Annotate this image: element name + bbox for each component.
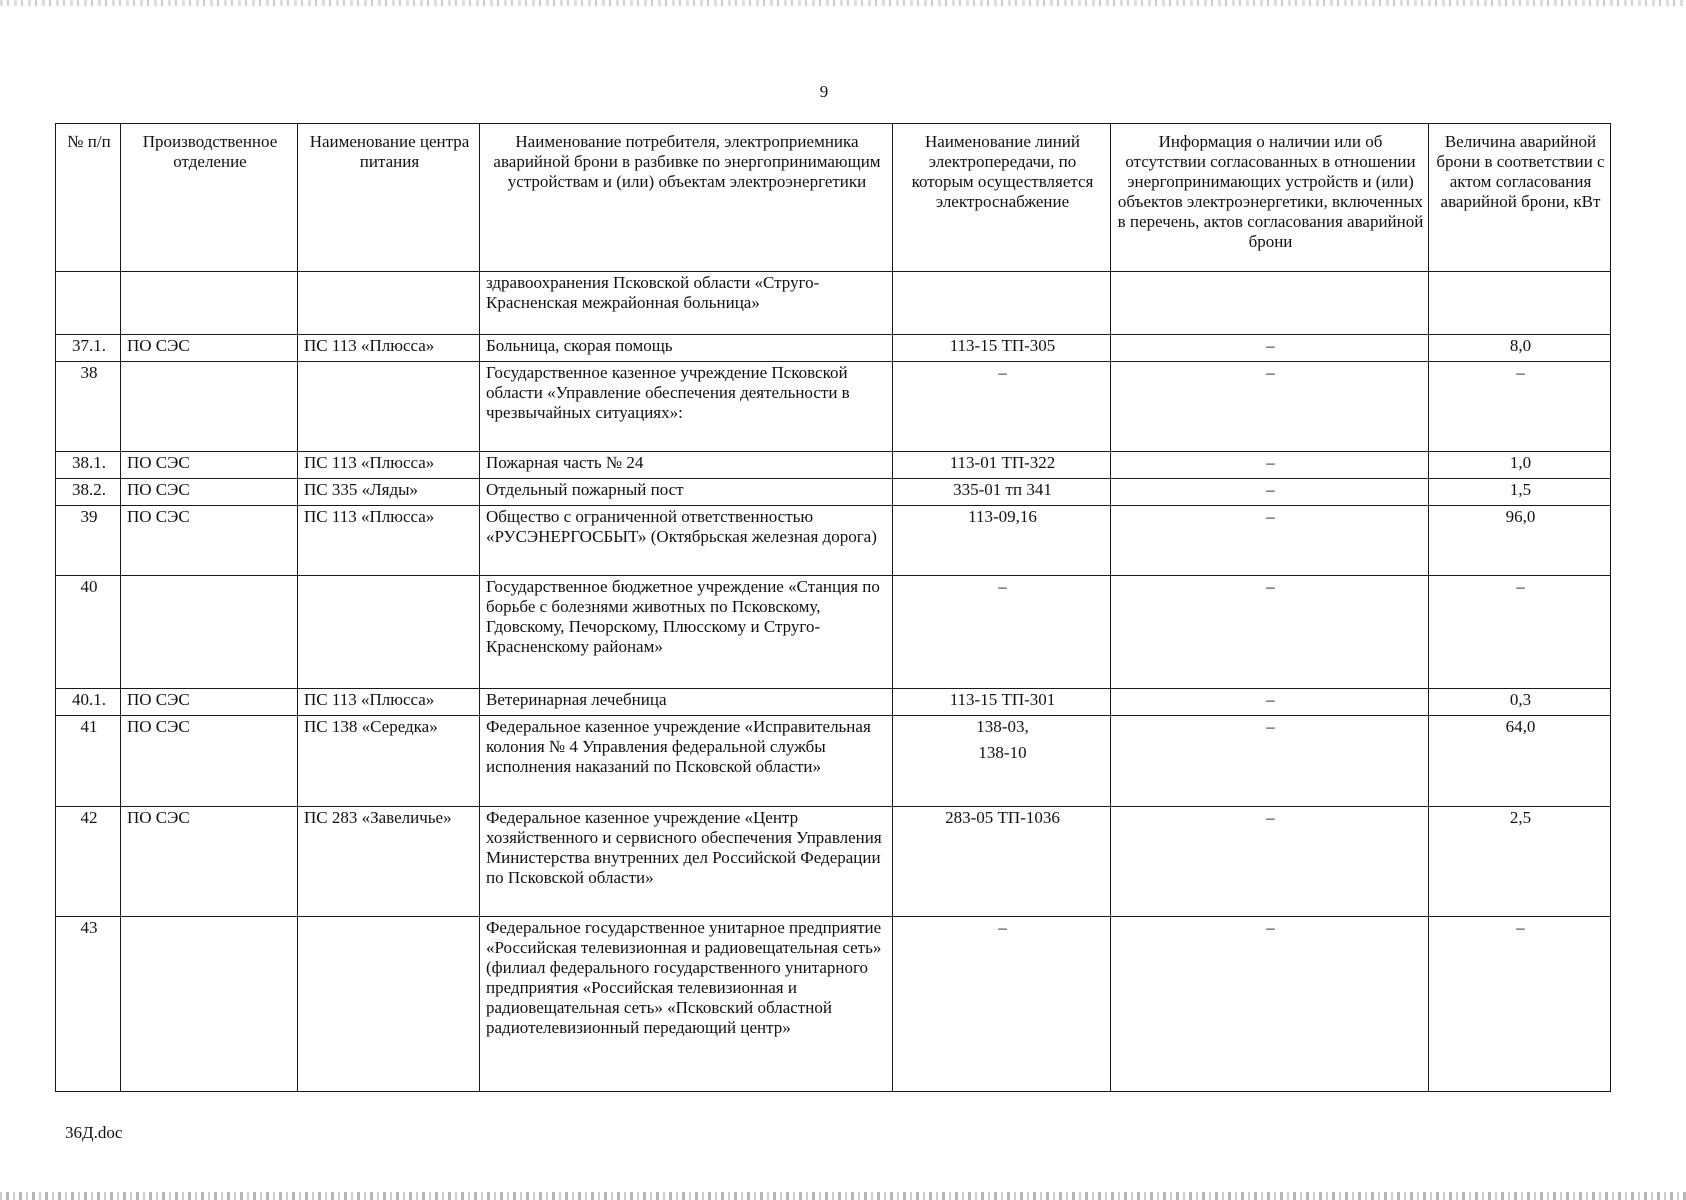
cell-agreement-info: – xyxy=(1111,479,1429,506)
cell-number: 38.2. xyxy=(56,479,121,506)
cell-department: ПО СЭС xyxy=(121,452,298,479)
cell-department xyxy=(121,362,298,452)
cell-consumer: Федеральное казенное учреждение «Центр хозяйственного и сервисного обеспечения Управления Министерства внутренних дел Российской Федерации по Псковской области» xyxy=(480,807,893,917)
page-number: 9 xyxy=(819,82,829,101)
cell-power-center: ПС 113 «Плюсса» xyxy=(298,689,480,716)
table-row xyxy=(56,716,1611,807)
cell-number: 40 xyxy=(56,576,121,689)
cell-consumer: здравоохранения Псковской области «Струго-Красненская межрайонная больница» xyxy=(480,272,893,335)
cell-reserve-kw: 2,5 xyxy=(1429,807,1611,917)
cell-power-center: ПС 283 «Завеличье» xyxy=(298,807,480,917)
table-row xyxy=(56,689,1611,716)
cell-agreement-info: – xyxy=(1111,689,1429,716)
cell-power-line: – xyxy=(893,917,1111,1092)
cell-number: 43 xyxy=(56,917,121,1092)
cell-department: ПО СЭС xyxy=(121,807,298,917)
cell-number: 40.1. xyxy=(56,689,121,716)
emergency-reserve-table xyxy=(55,123,1611,1092)
cell-reserve-kw: – xyxy=(1429,576,1611,689)
cell-power-line: 113-15 ТП-301 xyxy=(893,689,1111,716)
header-reserve-value: Величина аварийной брони в соответствии с актом согласования аварийной брони, кВт xyxy=(1429,124,1611,272)
footer-filename: 36Д.doc xyxy=(65,1123,123,1142)
cell-agreement-info: – xyxy=(1111,716,1429,807)
table-row xyxy=(56,452,1611,479)
cell-consumer: Федеральное казенное учреждение «Исправительная колония № 4 Управления федеральной службы исполнения наказаний по Псковской области» xyxy=(480,716,893,807)
cell-consumer: Ветеринарная лечебница xyxy=(480,689,893,716)
cell-power-line: – xyxy=(893,576,1111,689)
cell-agreement-info: – xyxy=(1111,362,1429,452)
cell-power-line: 283-05 ТП-1036 xyxy=(893,807,1111,917)
cell-power-line xyxy=(893,716,1111,807)
cell-department: ПО СЭС xyxy=(121,335,298,362)
cell-power-center: ПС 113 «Плюсса» xyxy=(298,452,480,479)
cell-consumer: Государственное казенное учреждение Псковской области «Управление обеспечения деятельности в чрезвычайных ситуациях»: xyxy=(480,362,893,452)
cell-agreement-info xyxy=(1111,272,1429,335)
table-row xyxy=(56,807,1611,917)
header-consumer: Наименование потребителя, электроприемника аварийной брони в разбивке по энергопринимающим устройствам и (или) объектам электроэнергетики xyxy=(480,124,893,272)
cell-number xyxy=(56,272,121,335)
cell-power-center: ПС 113 «Плюсса» xyxy=(298,506,480,576)
cell-agreement-info: – xyxy=(1111,335,1429,362)
cell-reserve-kw: – xyxy=(1429,917,1611,1092)
cell-reserve-kw xyxy=(1429,272,1611,335)
cell-consumer: Государственное бюджетное учреждение «Станция по борьбе с болезнями животных по Псковскому, Гдовскому, Печорскому, Плюсскому и Струго-Красненскому районам» xyxy=(480,576,893,689)
cell-agreement-info: – xyxy=(1111,576,1429,689)
cell-power-line: 335-01 тп 341 xyxy=(893,479,1111,506)
cell-number: 39 xyxy=(56,506,121,576)
header-power-center: Наименование центра питания xyxy=(298,124,480,272)
header-department: Производственное отделение xyxy=(121,124,298,272)
cell-department: ПО СЭС xyxy=(121,716,298,807)
cell-department xyxy=(121,917,298,1092)
cell-agreement-info: – xyxy=(1111,452,1429,479)
header-number: № п/п xyxy=(56,124,121,272)
cell-power-center: ПС 138 «Середка» xyxy=(298,716,480,807)
power-line-second: 138-10 xyxy=(978,743,1027,762)
power-line-first: 138-03, xyxy=(976,717,1029,736)
cell-reserve-kw: 96,0 xyxy=(1429,506,1611,576)
header-agreement-info: Информация о наличии или об отсутствии согласованных в отношении энергопринимающих устройств и (или) объектов электроэнергетики, включенных в перечень, актов согласования аварийной брони xyxy=(1111,124,1429,272)
cell-number: 41 xyxy=(56,716,121,807)
cell-department: ПО СЭС xyxy=(121,689,298,716)
cell-power-center: ПС 335 «Ляды» xyxy=(298,479,480,506)
cell-power-line: 113-15 ТП-305 xyxy=(893,335,1111,362)
cell-department xyxy=(121,272,298,335)
cell-consumer: Федеральное государственное унитарное предприятие «Российская телевизионная и радиовещательная сеть» (филиал федерального государственного унитарного предприятия «Российская телевизионная и радиовещательная сеть» «Псковский областной радиотелевизионный передающий центр» xyxy=(480,917,893,1092)
table-row xyxy=(56,335,1611,362)
table-row xyxy=(56,506,1611,576)
cell-power-center xyxy=(298,917,480,1092)
cell-number: 38 xyxy=(56,362,121,452)
cell-power-line: – xyxy=(893,362,1111,452)
cell-consumer: Отдельный пожарный пост xyxy=(480,479,893,506)
cell-number: 37.1. xyxy=(56,335,121,362)
cell-power-center xyxy=(298,362,480,452)
header-power-lines: Наименование линий электропередачи, по которым осуществляется электроснабжение xyxy=(893,124,1111,272)
cell-reserve-kw: – xyxy=(1429,362,1611,452)
cell-power-line: 113-01 ТП-322 xyxy=(893,452,1111,479)
cell-reserve-kw: 1,0 xyxy=(1429,452,1611,479)
cell-agreement-info: – xyxy=(1111,807,1429,917)
cell-department: ПО СЭС xyxy=(121,506,298,576)
cell-consumer: Общество с ограниченной ответственностью «РУСЭНЕРГОСБЫТ» (Октябрьская железная дорога) xyxy=(480,506,893,576)
cell-consumer: Больница, скорая помощь xyxy=(480,335,893,362)
cell-reserve-kw: 8,0 xyxy=(1429,335,1611,362)
table-row xyxy=(56,479,1611,506)
table-row xyxy=(56,917,1611,1092)
cell-department: ПО СЭС xyxy=(121,479,298,506)
cell-power-center: ПС 113 «Плюсса» xyxy=(298,335,480,362)
cell-power-center xyxy=(298,272,480,335)
table-header-row xyxy=(56,124,1611,272)
table-row xyxy=(56,272,1611,335)
cell-power-center xyxy=(298,576,480,689)
cell-power-line: 113-09,16 xyxy=(893,506,1111,576)
cell-power-line xyxy=(893,272,1111,335)
cell-number: 42 xyxy=(56,807,121,917)
cell-reserve-kw: 1,5 xyxy=(1429,479,1611,506)
cell-consumer: Пожарная часть № 24 xyxy=(480,452,893,479)
cell-reserve-kw: 64,0 xyxy=(1429,716,1611,807)
cell-department xyxy=(121,576,298,689)
cell-agreement-info: – xyxy=(1111,506,1429,576)
cell-agreement-info: – xyxy=(1111,917,1429,1092)
table-row xyxy=(56,576,1611,689)
table-row xyxy=(56,362,1611,452)
scan-edge-bottom xyxy=(0,1192,1686,1200)
cell-number: 38.1. xyxy=(56,452,121,479)
cell-reserve-kw: 0,3 xyxy=(1429,689,1611,716)
scan-edge-top xyxy=(0,0,1686,6)
